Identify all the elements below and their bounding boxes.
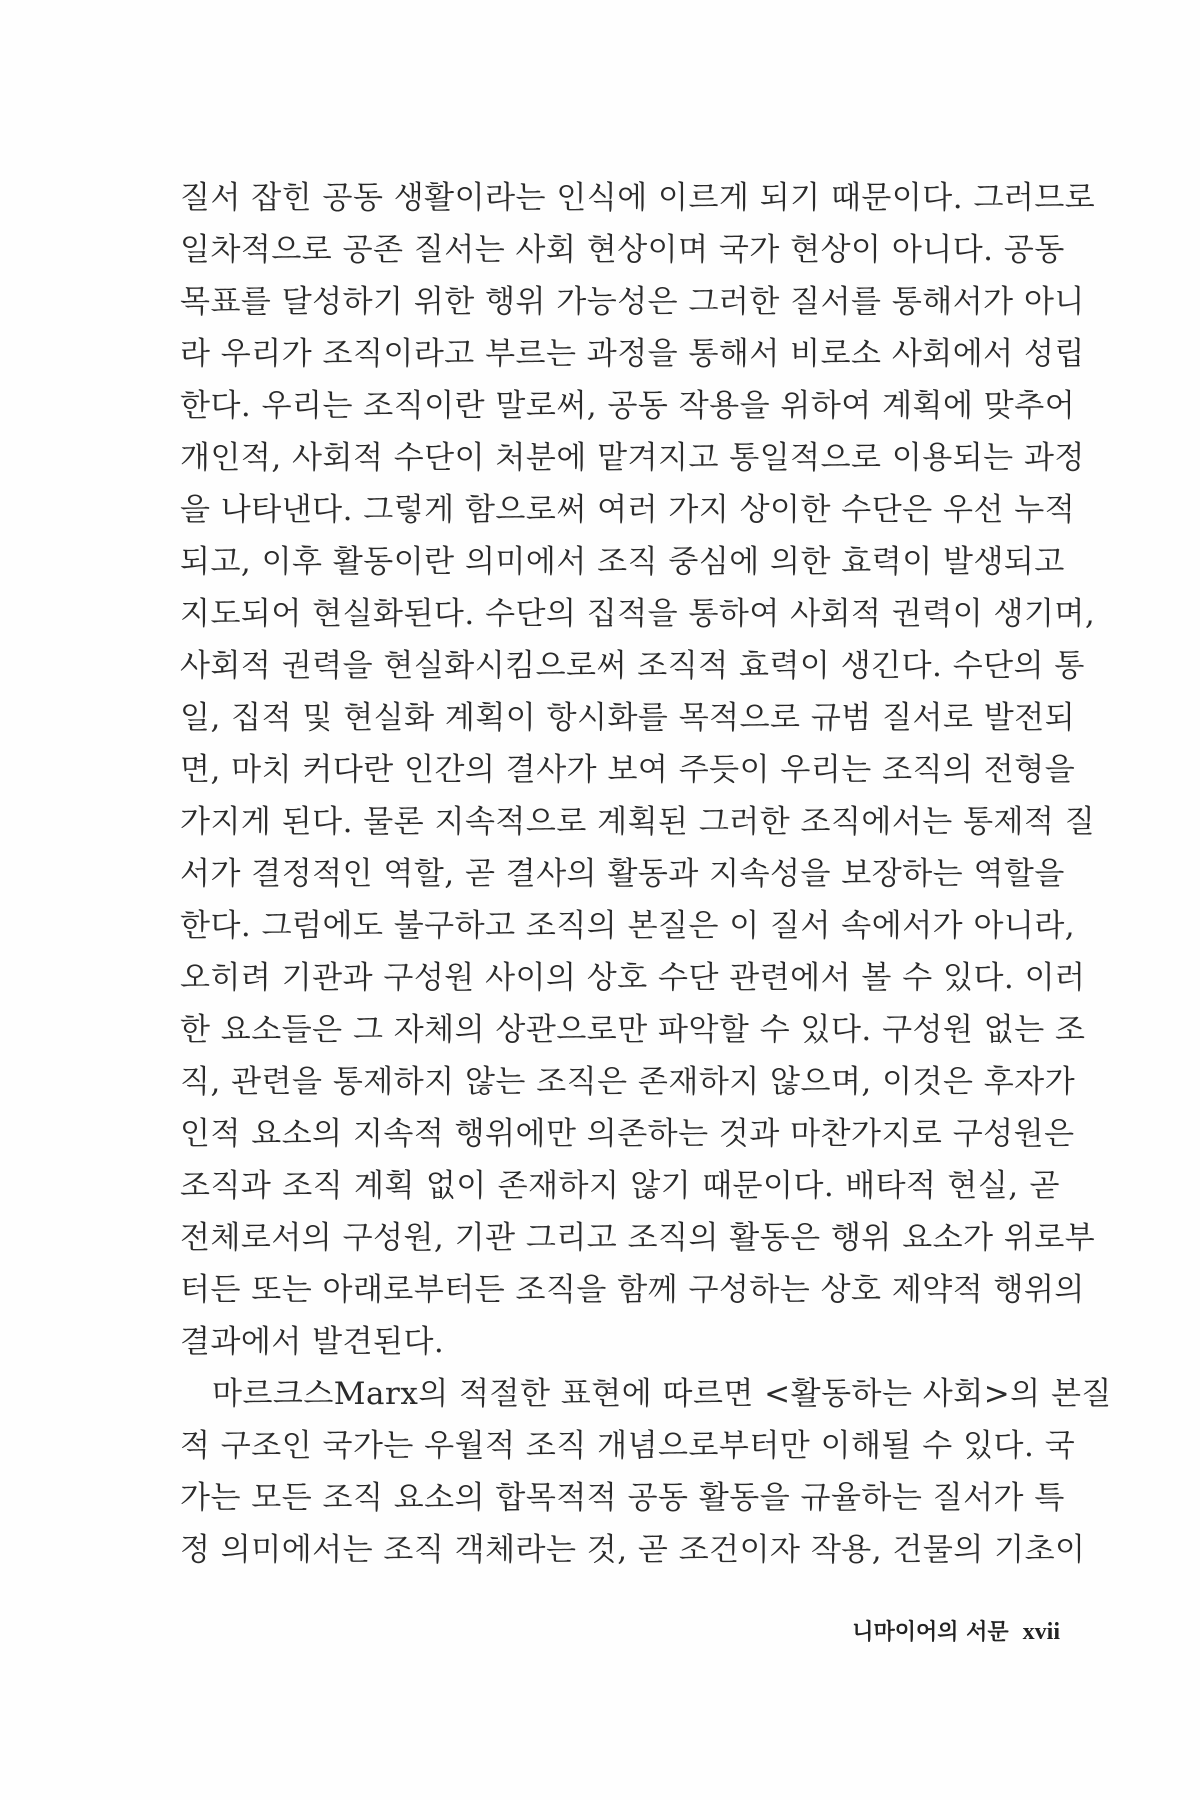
text-line: 라 우리가 조직이라고 부르는 과정을 통해서 비로소 사회에서 성립 xyxy=(180,336,1085,372)
text-line: 면, 마치 커다란 인간의 결사가 보여 주듯이 우리는 조직의 전형을 xyxy=(180,752,1076,788)
text-line: 일차적으로 공존 질서는 사회 현상이며 국가 현상이 아니다. 공동 xyxy=(180,232,1065,268)
text-line: 한다. 그럼에도 불구하고 조직의 본질은 이 질서 속에서가 아니라, xyxy=(180,908,1076,944)
text-line: 되고, 이후 활동이란 의미에서 조직 중심에 의한 효력이 발생되고 xyxy=(180,544,1065,580)
text-line: 지도되어 현실화된다. 수단의 집적을 통하여 사회적 권력이 생기며, xyxy=(180,596,1096,632)
page-footer xyxy=(700,1615,1060,1646)
text-line: 오히려 기관과 구성원 사이의 상호 수단 관련에서 볼 수 있다. 이러 xyxy=(180,960,1086,996)
text-line: 직, 관련을 통제하지 않는 조직은 존재하지 않으며, 이것은 후자가 xyxy=(180,1064,1076,1100)
text-line: 목표를 달성하기 위한 행위 가능성은 그러한 질서를 통해서가 아니 xyxy=(180,284,1085,320)
text-line: 질서 잡힌 공동 생활이라는 인식에 이르게 되기 때문이다. 그러므로 xyxy=(180,180,1096,216)
running-title: 니마이어의 서문 xyxy=(852,1619,1009,1645)
text-line: 전체로서의 구성원, 기관 그리고 조직의 활동은 행위 요소가 위로부 xyxy=(180,1220,1096,1256)
text-line: 사회적 권력을 현실화시킴으로써 조직적 효력이 생긴다. 수단의 통 xyxy=(180,648,1085,684)
text-line: 일, 집적 및 현실화 계획이 항시화를 목적으로 규범 질서로 발전되 xyxy=(180,700,1076,736)
text-line: 정 의미에서는 조직 객체라는 것, 곧 조건이자 작용, 건물의 기초이 xyxy=(180,1532,1086,1568)
text-line: 적 구조인 국가는 우월적 조직 개념으로부터만 이해될 수 있다. 국 xyxy=(180,1428,1076,1464)
text-line: 가지게 된다. 물론 지속적으로 계획된 그러한 조직에서는 통제적 질 xyxy=(180,804,1096,840)
text-line: 을 나타낸다. 그렇게 함으로써 여러 가지 상이한 수단은 우선 누적 xyxy=(180,492,1076,528)
text-line: 가는 모든 조직 요소의 합목적적 공동 활동을 규율하는 질서가 특 xyxy=(180,1480,1065,1516)
page-number: xvii xyxy=(1022,1619,1060,1645)
text-line: 한다. 우리는 조직이란 말로써, 공동 작용을 위하여 계획에 맞추어 xyxy=(180,388,1076,424)
text-line: 인적 요소의 지속적 행위에만 의존하는 것과 마찬가지로 구성원은 xyxy=(180,1116,1075,1152)
paragraph-end-line: 결과에서 발견된다. xyxy=(180,1324,445,1360)
paragraph-start-line: 마르크스Marx의 적절한 표현에 따르면 <활동하는 사회>의 본질 xyxy=(212,1376,1112,1412)
text-line: 조직과 조직 계획 없이 존재하지 않기 때문이다. 배타적 현실, 곧 xyxy=(180,1168,1060,1204)
text-line: 서가 결정적인 역할, 곧 결사의 활동과 지속성을 보장하는 역할을 xyxy=(180,856,1065,892)
text-line: 한 요소들은 그 자체의 상관으로만 파악할 수 있다. 구성원 없는 조 xyxy=(180,1012,1086,1048)
text-line: 터든 또는 아래로부터든 조직을 함께 구성하는 상호 제약적 행위의 xyxy=(180,1272,1085,1308)
text-line: 개인적, 사회적 수단이 처분에 맡겨지고 통일적으로 이용되는 과정 xyxy=(180,440,1085,476)
body-text xyxy=(180,172,1112,1576)
